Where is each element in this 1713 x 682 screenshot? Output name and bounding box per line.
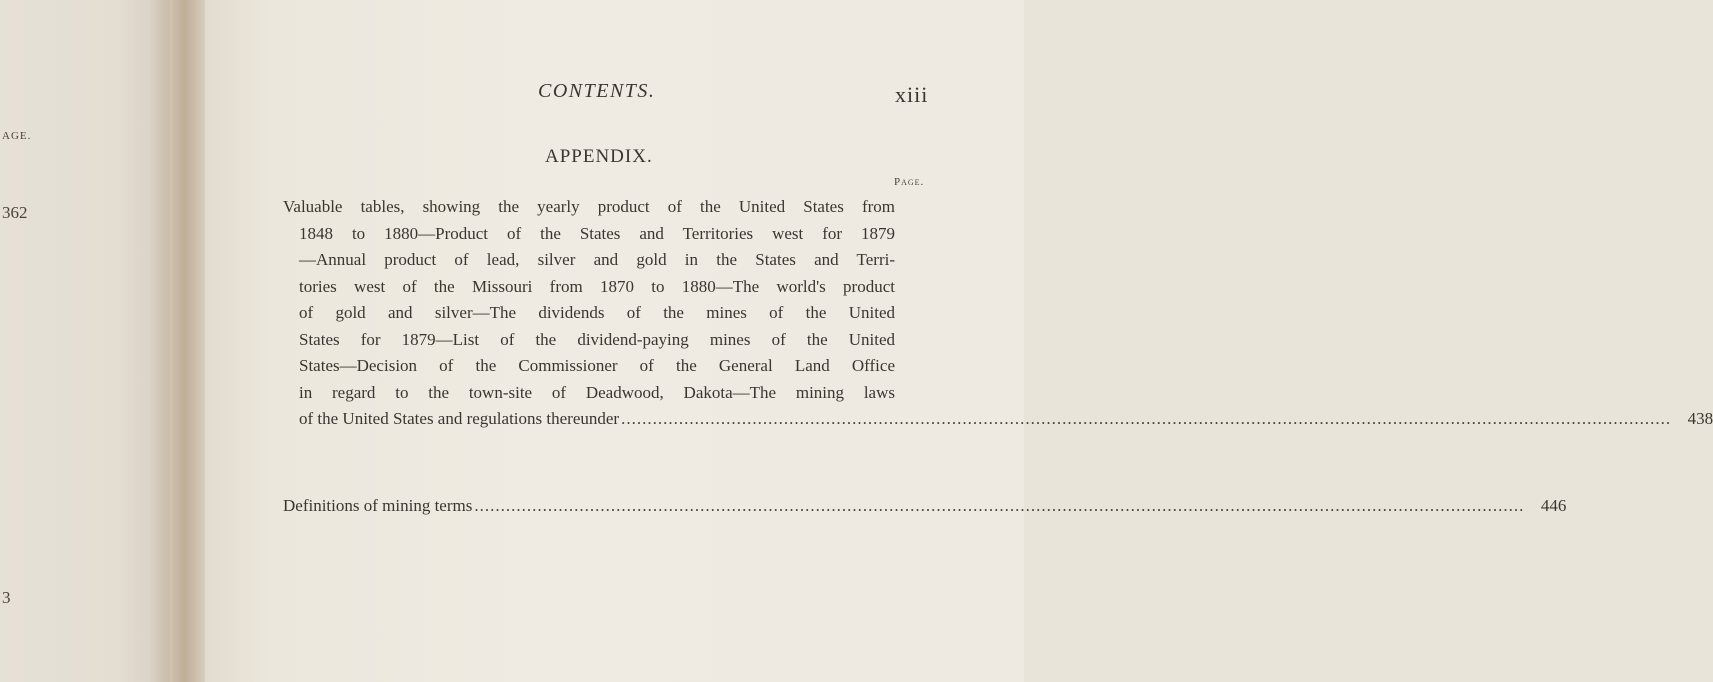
- entry-line: tories west of the Missouri from 1870 to 1880—The world's product: [299, 276, 895, 296]
- left-page: [0, 0, 170, 682]
- contents-entry: [283, 493, 1567, 520]
- page-column-label: Page.: [894, 176, 925, 188]
- page-number: 438: [1687, 409, 1713, 428]
- section-title: APPENDIX.: [545, 146, 653, 167]
- left-page-fragment: 3: [2, 588, 11, 607]
- entry-line: States for 1879—List of the dividend-paying mines of the United: [299, 329, 895, 349]
- contents-entry: [283, 194, 1713, 433]
- running-head: CONTENTS.: [538, 80, 656, 102]
- entry-line: Definitions of mining terms: [283, 496, 473, 515]
- entry-line: of gold and silver—The dividends of the mines of the United: [299, 303, 895, 322]
- entry-last-line: [283, 493, 1567, 520]
- left-page-fragment: 362: [2, 203, 28, 222]
- entry-line: Valuable tables, showing the yearly product of the United States from: [283, 197, 895, 216]
- page-number: 446: [1540, 496, 1567, 515]
- entry-line: of the United States and regulations thereunder: [299, 409, 620, 428]
- entry-line: in regard to the town-site of Deadwood, Dakota—The mining laws: [299, 382, 895, 402]
- dot-leader: ........................................................................................................................................................................................................: [474, 496, 1525, 515]
- entry-last-line: [283, 406, 1713, 433]
- entry-line: —Annual product of lead, silver and gold in the States and Terri-: [299, 250, 895, 269]
- page-folio: xiii: [895, 82, 929, 107]
- left-page-fragment: AGE.: [2, 130, 32, 142]
- entry-line: States—Decision of the Commissioner of the General Land Office: [299, 356, 895, 375]
- entry-line: 1848 to 1880—Product of the States and Territories west for 1879: [299, 223, 895, 243]
- dot-leader: ........................................................................................................................................................................................................: [621, 409, 1672, 428]
